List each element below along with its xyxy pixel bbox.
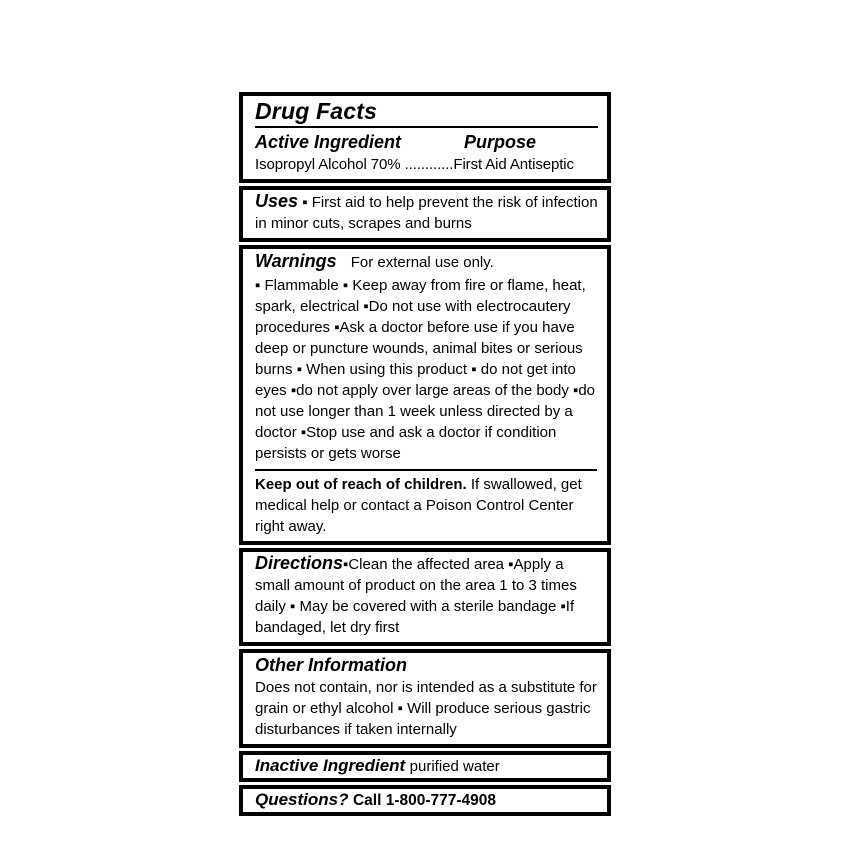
- warnings-header-row: [255, 250, 598, 274]
- keep-out-divider: [255, 469, 597, 471]
- ingredient-line: [255, 154, 598, 175]
- directions-paragraph: [255, 553, 598, 638]
- inactive-ingredient-paragraph: [255, 755, 598, 776]
- inactive-ingredient-text: purified water: [409, 758, 500, 775]
- active-ingredient-header-row: [255, 131, 598, 154]
- keep-out-heading: Keep out of reach of children.: [255, 476, 467, 493]
- questions-phone: Call 1-800-777-4908: [352, 792, 497, 809]
- active-ingredient-heading: Active Ingredient: [255, 132, 402, 152]
- other-information-heading: Other Information: [255, 655, 407, 675]
- directions-heading: Directions: [255, 553, 344, 573]
- warnings-body: ▪ Flammable ▪ Keep away from fire or flame, heat, spark, electrical ▪Do not use with electrocautery procedures ▪Ask a doctor before use if you have deep or puncture wounds, animal bites or serious burns ▪ When using this product ▪ do not get into eyes ▪do not apply over large areas of the body ▪do not use longer than 1 week unless directed by a doctor ▪Stop use and ask a doctor if condition persists or gets worse: [255, 277, 596, 462]
- warnings-heading: Warnings: [255, 251, 337, 271]
- other-information-text: Does not contain, nor is intended as a substitute for grain or ethyl alcohol ▪ Will produce serious gastric disturbances if taken internally: [255, 679, 597, 738]
- inactive-ingredient-heading: Inactive Ingredient: [255, 756, 406, 775]
- questions-paragraph: [255, 789, 598, 810]
- warnings-subheading: For external use only.: [350, 254, 494, 271]
- section-other-information: [239, 649, 611, 748]
- section-inactive-ingredient: [239, 751, 611, 782]
- uses-paragraph: [255, 191, 598, 234]
- questions-heading: Questions?: [255, 790, 349, 809]
- purpose-heading: Purpose: [463, 132, 536, 152]
- keep-out-text: If swallowed, get medical help or contact a Poison Control Center right away.: [255, 476, 582, 535]
- drug-facts-label: [239, 92, 611, 816]
- uses-heading: Uses: [255, 191, 299, 211]
- section-questions: [239, 785, 611, 816]
- keep-out-paragraph: [255, 474, 598, 537]
- ingredient-name: Isopropyl Alcohol 70%: [255, 156, 405, 173]
- section-directions: [239, 548, 611, 646]
- section-title-active-ingredient: [239, 92, 611, 183]
- section-uses: [239, 186, 611, 242]
- drug-facts-title: Drug Facts: [255, 98, 378, 124]
- title-divider: [255, 126, 598, 128]
- dots-leader: ............: [404, 156, 454, 173]
- directions-text: ▪Clean the affected area ▪Apply a small amount of product on the area 1 to 3 times daily ▪ May be covered with a sterile bandage ▪If bandaged, let dry first: [255, 556, 577, 636]
- section-warnings: [239, 245, 611, 545]
- uses-text: ▪ First aid to help prevent the risk of infection in minor cuts, scrapes and burns: [255, 194, 598, 232]
- purpose-value: First Aid Antiseptic: [453, 156, 574, 173]
